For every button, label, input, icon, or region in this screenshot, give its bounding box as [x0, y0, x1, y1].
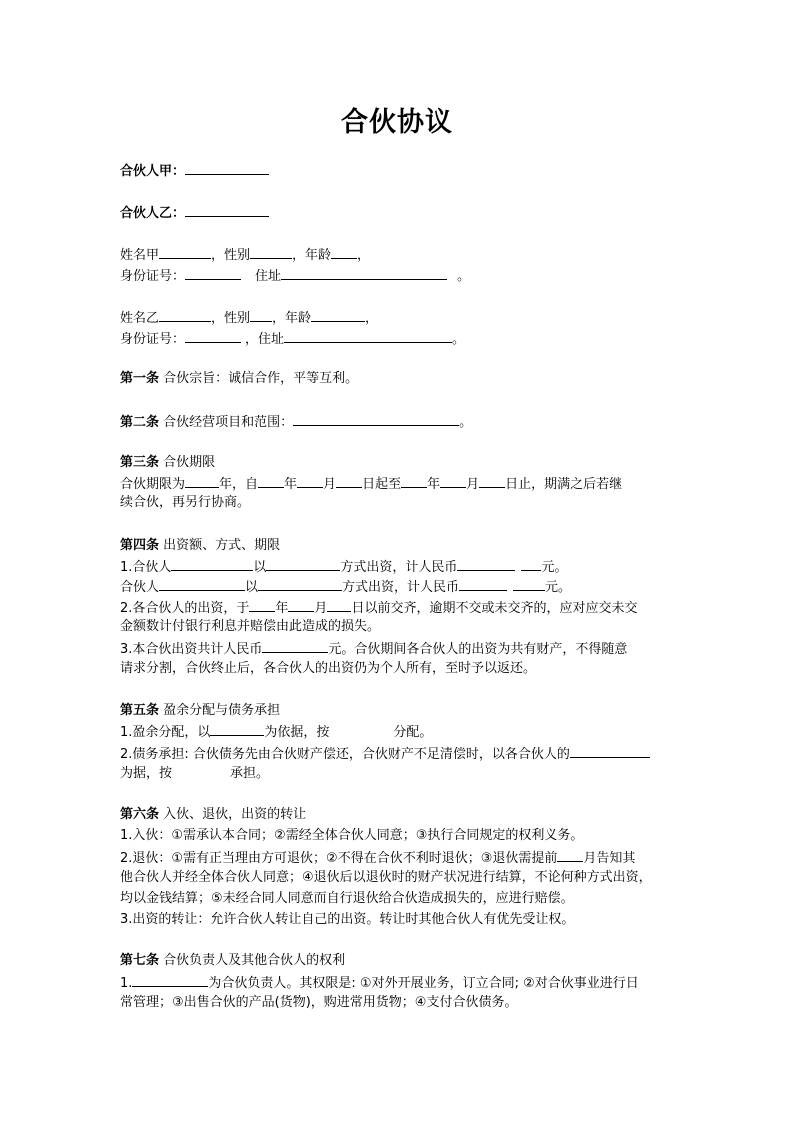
person-b-line1 — [120, 307, 378, 329]
text: 3.本合伙出资共计人民币 — [120, 642, 263, 657]
debt-basis-blank[interactable] — [570, 743, 650, 758]
article-7-heading-line — [120, 951, 345, 971]
person-a-line2 — [120, 265, 470, 287]
profit-basis-blank[interactable] — [210, 721, 264, 736]
party-b-line — [120, 202, 269, 224]
name-a-blank[interactable] — [159, 244, 211, 259]
article-6-line5: 3.出资的转让：允许合伙人转让自己的出资。转让时其他合伙人有优先受让权。 — [120, 912, 575, 927]
article-6-title: 入伙、退伙，出资的转让 — [159, 807, 307, 822]
deadline-day-blank[interactable] — [327, 597, 351, 612]
id-b-label: 身份证号： — [120, 332, 186, 347]
text: 年 — [275, 601, 289, 616]
name-a-label: 姓名甲 — [120, 248, 160, 263]
text: 2.退伙：①需有正当理由方可退伙；②不得在合伙不利时退伙；③退伙需提前 — [120, 851, 558, 866]
article-4-line2 — [120, 576, 571, 598]
party-b-label: 合伙人乙： — [120, 206, 186, 221]
text: 为依据，按 — [264, 725, 330, 740]
period: 。 — [459, 415, 473, 430]
text: 2.各合伙人的出资，于 — [120, 601, 250, 616]
partner2-amount-blank-2[interactable] — [513, 576, 545, 591]
age-a-label: ，年龄 — [292, 248, 332, 263]
article-6-line1: 1.入伙：①需承认本合同；②需经全体合伙人同意；③执行合同规定的权利义务。 — [120, 828, 584, 843]
comma: ， — [357, 248, 371, 263]
term-years-blank[interactable] — [185, 473, 219, 488]
partner1-name-blank[interactable] — [171, 556, 253, 571]
party-a-line — [120, 160, 269, 182]
article-3-line2: 续合伙，再另行协商。 — [120, 495, 251, 510]
article-2-heading: 第二条 — [120, 415, 160, 430]
article-4-line6: 请求分割，合伙终止后，各合伙人的出资仍为个人所有，至时予以返还。 — [120, 661, 537, 676]
notice-months-blank[interactable] — [557, 847, 583, 862]
name-b-blank[interactable] — [159, 307, 211, 322]
start-month-blank[interactable] — [297, 473, 323, 488]
id-b-blank[interactable] — [185, 328, 241, 343]
partner1-amount-blank-2[interactable] — [521, 556, 541, 571]
partner2-name-blank[interactable] — [159, 576, 245, 591]
text: 月告知其 — [583, 851, 636, 866]
gender-a-label: ，性别 — [211, 248, 251, 263]
deadline-year-blank[interactable] — [249, 597, 275, 612]
end-day-blank[interactable] — [479, 473, 505, 488]
text: 月 — [323, 477, 337, 492]
article-2-text: 合伙经营项目和范围： — [159, 415, 294, 430]
text: 分配。 — [393, 725, 433, 740]
article-5-heading: 第五条 — [120, 703, 160, 718]
article-6-line3: 他合伙人并经全体合伙人同意；④退伙后以退伙时的财产状况进行结算，不论何种方式出资， — [120, 870, 652, 885]
text: 月 — [314, 601, 328, 616]
article-6-heading: 第六条 — [120, 807, 160, 822]
age-a-blank[interactable] — [331, 244, 357, 259]
text: 2.债务承担: 合伙债务先由合伙财产偿还，合伙财产不足清偿时，以各合伙人的 — [120, 747, 570, 762]
article-7-line2: 常管理；③出售合伙的产品(货物)，购进常用货物；④支付合伙债务。 — [120, 995, 518, 1010]
text: 元。 — [541, 560, 568, 575]
start-year-blank[interactable] — [258, 473, 284, 488]
text: 方式出资，计人民币 — [340, 560, 458, 575]
text: 日以前交齐，逾期不交或未交齐的，应对应交未交 — [351, 601, 638, 616]
article-3-heading-line — [120, 453, 215, 473]
article-4-line5 — [120, 638, 627, 660]
text: 年 — [427, 477, 441, 492]
text: 以 — [253, 560, 267, 575]
text: 合伙人 — [120, 580, 160, 595]
article-5-line3 — [120, 764, 269, 784]
text: 以 — [245, 580, 259, 595]
text: 年，自 — [219, 477, 259, 492]
text: 月 — [466, 477, 480, 492]
text: 元。合伙期间各合伙人的出资为共有财产，不得随意 — [328, 642, 628, 657]
party-b-blank[interactable] — [185, 202, 269, 217]
period: 。 — [452, 332, 466, 347]
text: 合伙期限为 — [120, 477, 186, 492]
age-b-label: ，年龄 — [272, 311, 312, 326]
gender-b-blank[interactable] — [250, 307, 272, 322]
addr-a-label: 住址 — [255, 269, 282, 284]
end-year-blank[interactable] — [401, 473, 427, 488]
document-title: 合伙协议 — [341, 107, 453, 138]
article-1-heading: 第一条 — [120, 371, 160, 386]
gender-b-label: ，性别 — [211, 311, 251, 326]
article-7-heading: 第七条 — [120, 953, 160, 968]
article-5-line1 — [120, 721, 432, 743]
article-6-line2 — [120, 847, 635, 869]
article-4-title: 出资额、方式、期限 — [159, 538, 281, 553]
article-6-heading-line — [120, 805, 306, 825]
article-3-heading: 第三条 — [120, 455, 160, 470]
addr-b-label: ，住址 — [245, 332, 285, 347]
text: 1. — [120, 976, 133, 991]
article-5-heading-line — [120, 701, 280, 721]
id-a-label: 身份证号： — [120, 269, 186, 284]
period: 。 — [457, 269, 471, 284]
scope-blank[interactable] — [293, 411, 459, 426]
id-a-blank[interactable] — [185, 265, 241, 280]
article-7-title: 合伙负责人及其他合伙人的权利 — [159, 953, 346, 968]
comma: ， — [365, 311, 379, 326]
article-1 — [120, 369, 358, 389]
article-4-line3 — [120, 597, 637, 619]
text: 元。 — [545, 580, 572, 595]
text: 承担。 — [230, 766, 270, 781]
deadline-month-blank[interactable] — [288, 597, 314, 612]
article-1-text: 合伙宗旨：诚信合作，平等互利。 — [159, 371, 359, 386]
person-b-line2 — [120, 328, 465, 350]
partner2-amount-blank[interactable] — [459, 576, 507, 591]
person-a-line1 — [120, 244, 370, 266]
text: 年 — [284, 477, 298, 492]
manager-name-blank[interactable] — [132, 972, 208, 987]
text: 日起至 — [362, 477, 402, 492]
article-6-line4: 均以金钱结算；⑤未经合同人同意而自行退伙给合伙造成损失的，应进行赔偿。 — [120, 891, 574, 906]
party-a-blank[interactable] — [185, 160, 269, 175]
article-2 — [120, 411, 472, 433]
article-3-title: 合伙期限 — [159, 455, 216, 470]
partner2-method-blank[interactable] — [258, 576, 342, 591]
total-capital-blank[interactable] — [262, 638, 328, 653]
text: 1.盈余分配，以 — [120, 725, 211, 740]
end-month-blank[interactable] — [440, 473, 466, 488]
article-4-heading-line — [120, 536, 280, 556]
partner1-amount-blank[interactable] — [457, 556, 515, 571]
text: 为据，按 — [120, 766, 173, 781]
text: 日止，期满之后若继 — [505, 477, 623, 492]
text: 1.合伙人 — [120, 560, 172, 575]
article-4-line1 — [120, 556, 567, 578]
text: 方式出资，计人民币 — [342, 580, 460, 595]
start-day-blank[interactable] — [336, 473, 362, 488]
text: 为合伙负责人。其权限是: ①对外开展业务，订立合同; ②对合伙事业进行日 — [208, 976, 639, 991]
article-4-line4: 金额数计付银行利息并赔偿由此造成的损失。 — [120, 619, 381, 634]
age-b-blank[interactable] — [311, 307, 365, 322]
article-4-heading: 第四条 — [120, 538, 160, 553]
name-b-label: 姓名乙 — [120, 311, 160, 326]
gender-a-blank[interactable] — [250, 244, 292, 259]
article-5-line2 — [120, 743, 650, 765]
addr-b-blank[interactable] — [284, 328, 452, 343]
article-7-line1 — [120, 972, 639, 994]
article-3-line1 — [120, 473, 622, 495]
partner1-method-blank[interactable] — [266, 556, 340, 571]
article-5-title: 盈余分配与债务承担 — [159, 703, 281, 718]
addr-a-blank[interactable] — [281, 265, 447, 280]
party-a-label: 合伙人甲： — [120, 164, 186, 179]
